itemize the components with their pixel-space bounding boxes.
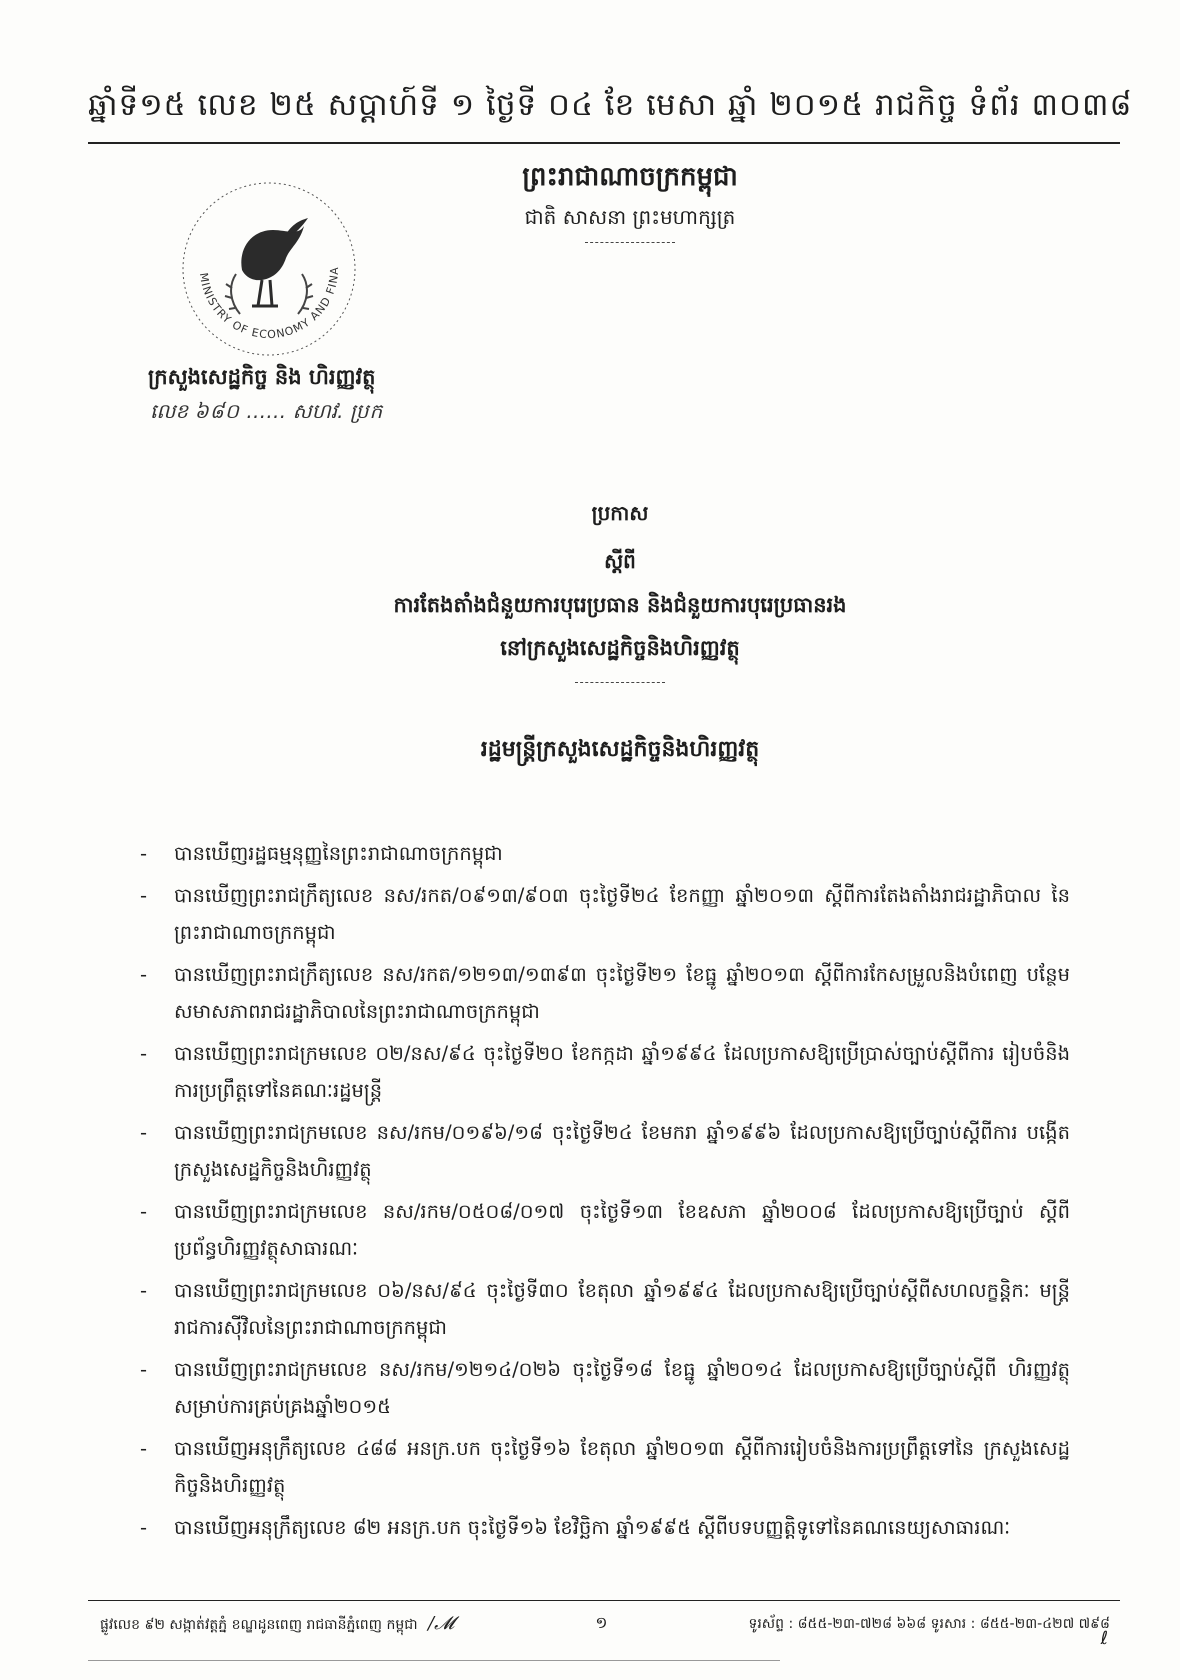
- kingdom-name: ព្រះរាជាណាចក្រកម្ពុជា: [522, 162, 738, 192]
- document-title: [240, 500, 1000, 683]
- subject-line-1: ការតែងតាំងជំនួយការបុរេប្រធាន និងជំនួយការបុរេប្រធានរង: [393, 593, 847, 617]
- ref-code-handwritten: ប្រក: [349, 399, 384, 423]
- list-item: - បានឃើញព្រះរាជក្រមលេខ នស/រកម/០១៩៦/១៨ ចុះថ្ងៃទី២៤ ខែមករា ឆ្នាំ១៩៩៦ ដែលប្រកាសឱ្យប្រើច្បាប់ស្តីពីការ បង្កើតក្រសួងសេដ្ឋកិច្ចនិងហិរញ្ញវត្ថុ: [140, 1121, 1070, 1181]
- list-item: - បានឃើញព្រះរាជក្រមលេខ ០៦/នស/៩៤ ចុះថ្ងៃទី៣០ ខែតុលា ឆ្នាំ១៩៩៤ ដែលប្រកាសឱ្យប្រើច្បាប់ស្តីពីសហលក្ខន្តិកៈ មន្ត្រីរាជការស៊ីវិលនៃព្រះរាជាណាចក្រកម្ពុជា: [140, 1279, 1070, 1339]
- doc-type: ប្រកាស: [591, 501, 649, 525]
- footer-address-block: [100, 1613, 454, 1636]
- page-footer: [100, 1612, 1110, 1636]
- list-item: - បានឃើញព្រះរាជក្រមលេខ នស/រកម/១២១៤/០២៦ ចុះថ្ងៃទី១៨ ខែធ្នូ ឆ្នាំ២០១៤ ដែលប្រកាសឱ្យប្រើច្បាប់ស្តីពី ហិរញ្ញវត្ថុសម្រាប់ការគ្រប់គ្រងឆ្នាំ២០១៥: [140, 1358, 1070, 1418]
- kingdom-heading: [460, 160, 800, 243]
- footer-rule: [88, 1600, 1120, 1601]
- ref-number-handwritten: ៦៨០: [194, 399, 240, 423]
- ministry-name: ក្រសួងសេដ្ឋកិច្ច និង ហិរញ្ញវត្ថុ: [148, 365, 376, 389]
- reference-number: លេខ ៦៨០ …… សហវ. ប្រក: [150, 399, 384, 423]
- gazette-header-line: ឆ្នាំទី១៥ លេខ ២៥ សប្តាហ៍ទី ១ ថ្ងៃទី ០៤ ខែ មេសា ឆ្នាំ ២០១៥ រាជកិច្ច ទំព័រ ៣០៣៨: [88, 87, 1133, 123]
- corner-mark-icon: ℓ: [1100, 1628, 1108, 1649]
- footer-bottom-rule: [88, 1660, 780, 1661]
- subject-line-2: នៅក្រសួងសេដ្ឋកិច្ចនិងហិរញ្ញវត្ថុ: [500, 636, 740, 660]
- initials-signature-icon: /𝓜: [428, 1612, 455, 1634]
- ref-prefix: លេខ: [150, 399, 189, 423]
- title-about: ស្តីពី: [604, 549, 636, 573]
- ornament-divider: [575, 682, 665, 683]
- footer-contacts: ទូរស័ព្ទ : ៨៥៥-២៣-៧២៨ ៦៦៨ ទូរសារ : ៨៥៥-២៣-៤២៧ ៧៩៨: [748, 1615, 1110, 1632]
- list-item: - បានឃើញរដ្ឋធម្មនុញ្ញនៃព្រះរាជាណាចក្រកម្ពុជា: [140, 842, 503, 865]
- page-number: ១: [595, 1613, 608, 1632]
- preamble-clauses: [140, 835, 1070, 1551]
- list-item: - បានឃើញអនុក្រឹត្យលេខ ៤៨៨ អនក្រ.បក ចុះថ្ងៃទី១៦ ខែតុលា ឆ្នាំ២០១៣ ស្តីពីការរៀបចំនិងការប្រព្រឹត្តទៅនៃ ក្រសួងសេដ្ឋកិច្ចនិងហិរញ្ញវត្ថុ: [140, 1437, 1070, 1497]
- national-motto: ជាតិ សាសនា ព្រះមហាក្សត្រ: [524, 205, 736, 229]
- list-item: - បានឃើញព្រះរាជក្រឹត្យលេខ នស/រកត/១២១៣/១៣៩៣ ចុះថ្ងៃទី២១ ខែធ្នូ ឆ្នាំ២០១៣ ស្តីពីការកែសម្រួលនិងបំពេញ បន្ថែមសមាសភាពរាជរដ្ឋាភិបាលនៃព្រះរាជាណាចក្រកម្ពុជា: [140, 963, 1070, 1023]
- ref-suffix: សហវ.: [292, 399, 344, 423]
- ornament-divider: [585, 242, 675, 243]
- ministry-seal: [178, 178, 360, 360]
- list-item: - បានឃើញព្រះរាជក្រមលេខ ០២/នស/៩៤ ចុះថ្ងៃទី២០ ខែកក្កដា ឆ្នាំ១៩៩៤ ដែលប្រកាសឱ្យប្រើប្រាស់ច្បាប់ស្តីពីការ រៀបចំនិងការប្រព្រឹត្តទៅនៃគណៈរដ្ឋមន្ត្រី: [140, 1042, 1070, 1102]
- phoenix-bird-emblem-icon: [178, 178, 360, 360]
- seal-text: MINISTRY OF ECONOMY AND FINA: [196, 266, 342, 342]
- list-item: - បានឃើញព្រះរាជក្រឹត្យលេខ នស/រកត/០៩១៣/៩០៣ ចុះថ្ងៃទី២៤ ខែកញ្ញា ឆ្នាំ២០១៣ ស្តីពីការតែងតាំងរាជរដ្ឋាភិបាល នៃព្រះរាជាណាចក្រកម្ពុជា: [140, 884, 1070, 944]
- footer-address: ផ្លូវលេខ ៩២ សង្កាត់វត្តភ្នំ ខណ្ឌដូនពេញ រាជធានីភ្នំពេញ កម្ពុជា: [100, 1616, 418, 1633]
- list-item: - បានឃើញព្រះរាជក្រមលេខ នស/រកម/០៥០៨/០១៧ ចុះថ្ងៃទី១៣ ខែឧសភា ឆ្នាំ២០០៨ ដែលប្រកាសឱ្យប្រើច្បាប់ ស្តីពីប្រព័ន្ធហិរញ្ញវត្ថុសាធារណៈ: [140, 1200, 1070, 1260]
- minister-line: រដ្ឋមន្ត្រីក្រសួងសេដ្ឋកិច្ចនិងហិរញ្ញវត្ថុ: [480, 737, 760, 762]
- list-item: - បានឃើញអនុក្រឹត្យលេខ ៨២ អនក្រ.បក ចុះថ្ងៃទី១៦ ខែវិច្ឆិកា ឆ្នាំ១៩៩៥ ស្តីពីបទបញ្ញត្តិទូទៅនៃគណនេយ្យសាធារណៈ: [140, 1516, 1011, 1539]
- header-rule: [88, 142, 1120, 144]
